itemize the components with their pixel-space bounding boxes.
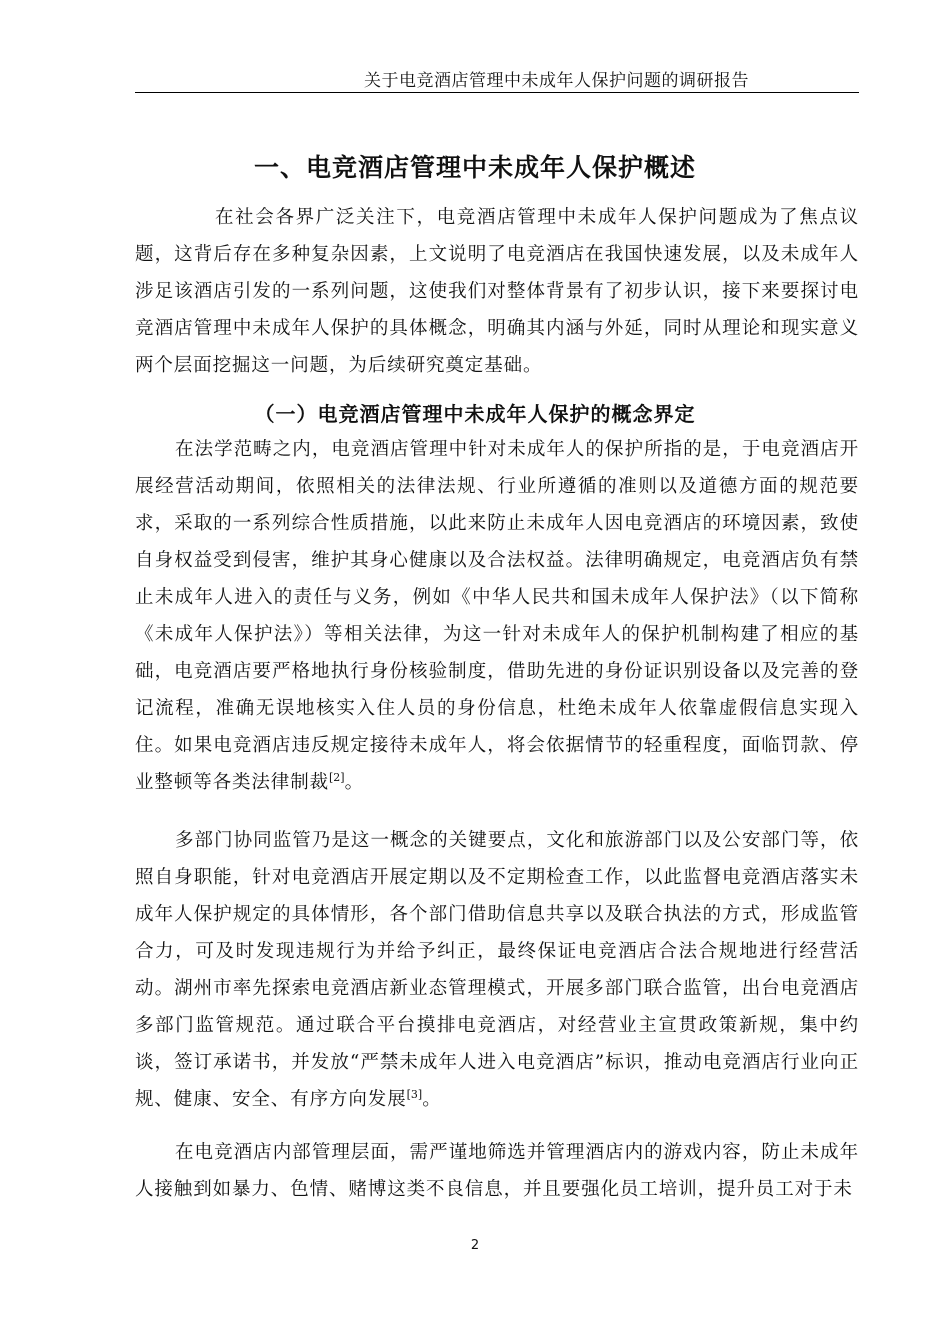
- subsection-title: （一）电竞酒店管理中未成年人保护的概念界定: [254, 402, 696, 426]
- paragraph-multi-department: [135, 822, 859, 1118]
- paragraph-internal-management: 在电竞酒店内部管理层面，需严谨地筛选并管理酒店内的游戏内容，防止未成年人接触到如暴力、色情、赌博这类不良信息，并且要强化员工培训，提升员工对于未: [135, 1142, 859, 1200]
- paragraph-text: 多部门协同监管乃是这一概念的关键要点，文化和旅游部门以及公安部门等，依照自身职能，针对电竞酒店开展定期以及不定期检查工作，以此监督电竞酒店落实未成年人保护规定的具体情形，各个部门借助信息共享以及联合执法的方式，形成监管合力，可及时发现违规行为并给予纠正，最终保证电竞酒店合法合规地进行经营活动。湖州市率先探索电竞酒店新业态管理模式，开展多部门联合监管，出台电竞酒店多部门监管规范。通过联合平台摸排电竞酒店，对经营业主宣贯政策新规，集中约谈，签订承诺书，并发放“严禁未成年人进入电竞酒店”标识，推动电竞酒店行业向正规、健康、安全、有序方向发展: [135, 830, 859, 1110]
- citation-ref: [2]: [329, 770, 345, 784]
- header-title: 关于电竞酒店管理中未成年人保护问题的调研报告: [364, 71, 749, 91]
- paragraph-text: 在法学范畴之内，电竞酒店管理中针对未成年人的保护所指的是，于电竞酒店开展经营活动期间，依照相关的法律法规、行业所遵循的准则以及道德方面的规范要求，采取的一系列综合性质措施，以此来防止未成年人因电竞酒店的环境因素，致使自身权益受到侵害，维护其身心健康以及合法权益。法律明确规定，电竞酒店负有禁止未成年人进入的责任与义务，例如《中华人民共和国未成年人保护法》（以下简称《未成年人保护法》）等相关法律，为这一针对未成年人的保护机制构建了相应的基础，电竞酒店要严格地执行身份核验制度，借助先进的身份证识别设备以及完善的登记流程，准确无误地核实入住人员的身份信息，杜绝未成年人依靠虚假信息实现入住。如果电竞酒店违反规定接待未成年人，将会依据情节的轻重程度，面临罚款、停业整顿等各类法律制裁: [135, 439, 859, 793]
- citation-ref: [3]: [406, 1087, 423, 1101]
- section-title: 一、电竞酒店管理中未成年人保护概述: [253, 153, 696, 182]
- paragraph-end: 。: [344, 772, 365, 793]
- paragraph-concept-definition: [135, 431, 859, 801]
- intro-paragraph: 在社会各界广泛关注下，电竞酒店管理中未成年人保护问题成为了焦点议题，这背后存在多种复杂因素，上文说明了电竞酒店在我国快速发展，以及未成年人涉足该酒店引发的一系列问题，这使我们对整体背景有了初步认识，接下来要探讨电竞酒店管理中未成年人保护的具体概念，明确其内涵与外延，同时从理论和现实意义两个层面挖掘这一问题，为后续研究奠定基础。: [135, 207, 859, 376]
- paragraph-end: 。: [422, 1089, 442, 1110]
- page-number: 2: [470, 1238, 480, 1253]
- running-header: [135, 66, 859, 93]
